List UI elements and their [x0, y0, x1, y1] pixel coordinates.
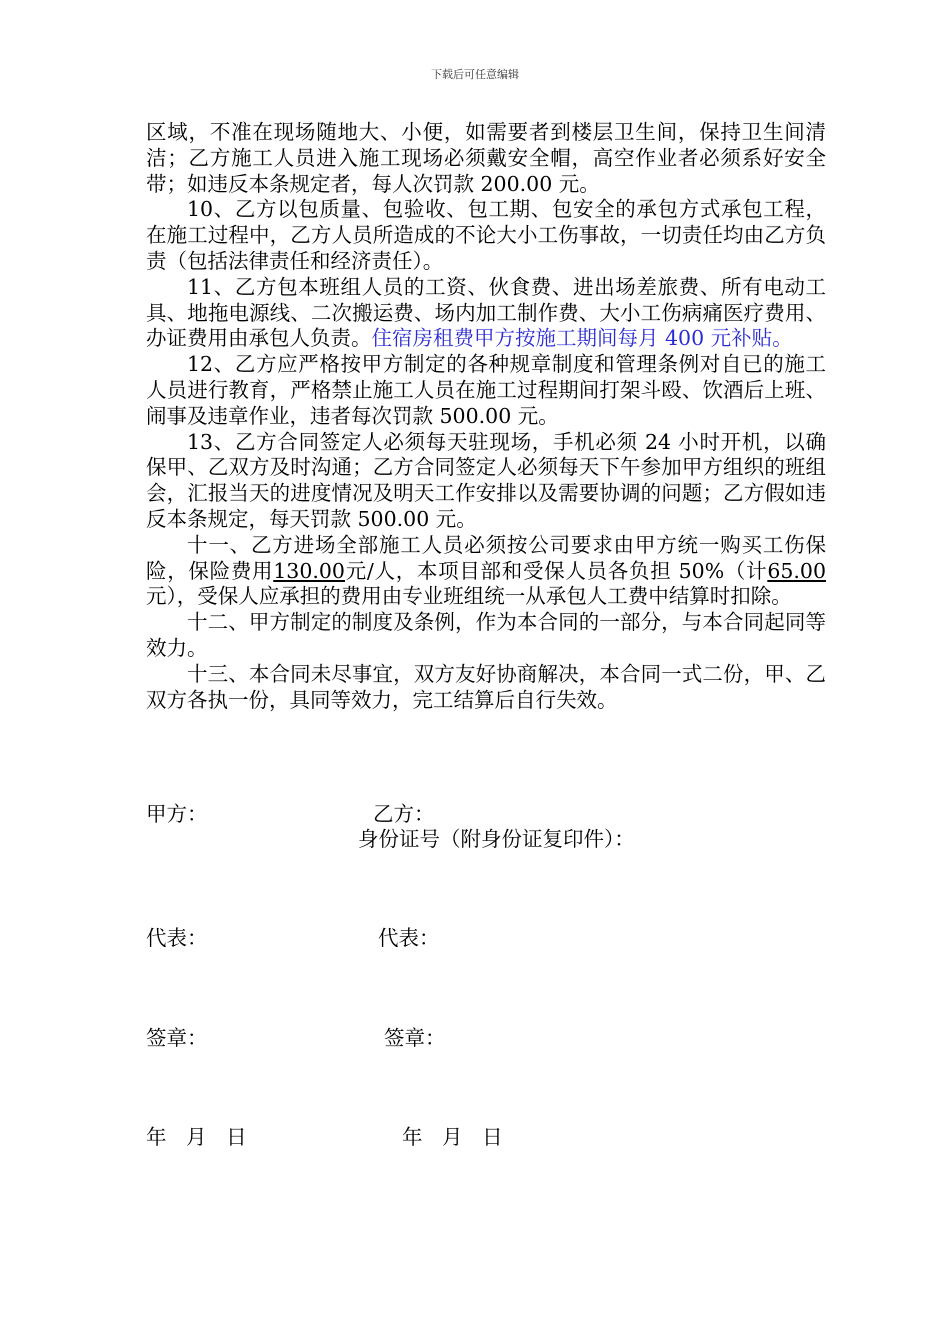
clause-11: [146, 275, 826, 352]
section-13: 十三、本合同未尽事宜，双方友好协商解决，本合同一式二份，甲、乙双方各执一份，具同等效力，完工结算后自行失效。: [146, 661, 826, 712]
party-b-label: 乙方：: [373, 802, 435, 826]
seal-b-label: 签章：: [384, 1026, 446, 1050]
paragraph-continued: 区域，不准在现场随地大、小便，如需要者到楼层卫生间，保持卫生间清洁；乙方施工人员进入施工现场必须戴安全帽，高空作业者必须系好安全带；如违反本条规定者，每人次罚款 200.00 元。: [146, 120, 826, 196]
insurance-share: 65.00: [767, 558, 826, 583]
section-11-text-a: 十一、乙方进场全部施工人员必须按公司要求由甲方统一购买工伤保险，保险费用: [146, 532, 826, 583]
date-b-label: 年 月 日: [402, 1125, 503, 1149]
clause-10: 10、乙方以包质量、包验收、包工期、包安全的承包方式承包工程，在施工过程中，乙方人员所造成的不论大小工伤事故，一切责任均由乙方负责（包括法律责任和经济责任）。: [146, 197, 826, 273]
section-12: 十二、甲方制定的制度及条例，作为本合同的一部分，与本合同起同等效力。: [146, 610, 826, 660]
section-11: [146, 533, 826, 610]
clause-13: 13、乙方合同签定人必须每天驻现场，手机必须 24 小时开机，以确保甲、乙双方及时沟通；乙方合同签定人必须每天下午参加甲方组织的班组会，汇报当天的进度情况及明天工作安排以及需要协调的问题；乙方假如违反本条规定，每天罚款 500.00 元。: [146, 429, 826, 531]
seal-a-label: 签章：: [146, 1026, 208, 1050]
clause-11-housing-subsidy: 住宿房租费甲方按施工期间每月 400 元补贴。: [371, 326, 793, 351]
id-number-label: 身份证号（附身份证复印件）：: [358, 827, 635, 851]
representative-b-label: 代表：: [378, 926, 440, 950]
section-11-text-c: 元），受保人应承担的费用由专业班组统一从承包人工费中结算时扣除。: [146, 584, 792, 609]
clause-11-text: 11、乙方包本班组人员的工资、伙食费、进出场差旅费、所有电动工具、地拖电源线、二次搬运费、场内加工制作费、大小工伤病痛医疗费用、办证费用由承包人负责。: [146, 274, 826, 351]
date-a-label: 年 月 日: [146, 1125, 247, 1149]
contract-body: [146, 120, 826, 713]
section-11-text-b: 元/人，本项目部和受保人员各负担 50%（计: [344, 558, 768, 583]
insurance-fee: 130.00: [273, 558, 345, 583]
page-header-note: 下载后可任意编辑: [431, 68, 519, 81]
clause-12: 12、乙方应严格按甲方制定的各种规章制度和管理条例对自已的施工人员进行教育，严格禁止施工人员在施工过程期间打架斗殴、饮酒后上班、闹事及违章作业，违者每次罚款 500.00 元。: [146, 352, 826, 428]
representative-a-label: 代表：: [146, 926, 208, 950]
party-a-label: 甲方：: [146, 802, 208, 826]
